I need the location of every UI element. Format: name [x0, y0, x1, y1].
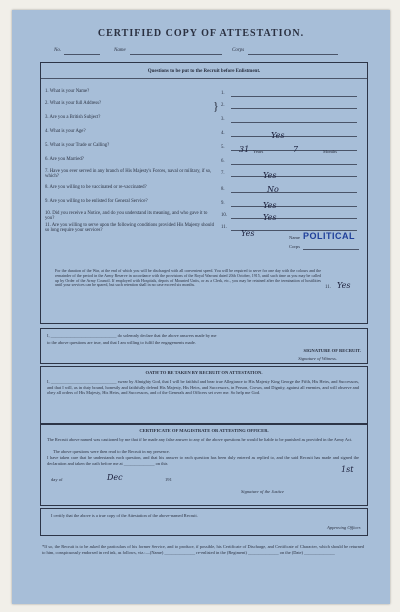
question-number: 10.	[45, 211, 51, 216]
question-text: What is your Name?	[49, 89, 90, 94]
political-stamp: POLITICAL	[303, 231, 355, 241]
answer-line-10	[231, 218, 357, 219]
answer-number-6: 6.	[221, 159, 225, 164]
question-text: Are you willing to be enlisted for General Service?	[49, 199, 148, 204]
certificate-month-handwritten: Dec	[107, 473, 123, 482]
certificate-box	[40, 424, 368, 506]
question-7	[45, 169, 217, 179]
answer-number-11: 11.	[221, 225, 227, 230]
answer-number-5: 5.	[221, 145, 225, 150]
corps-line	[248, 54, 338, 55]
question-5	[45, 143, 217, 148]
answer-number-10: 10.	[221, 213, 227, 218]
answer-british-subject: Yes	[271, 131, 285, 140]
answer-general-service: Yes	[263, 213, 277, 222]
question-text: What is your full Address?	[49, 101, 102, 106]
question-number: 1.	[45, 89, 49, 94]
certificate-day-handwritten: 1st	[341, 465, 354, 474]
question-number: 6.	[45, 157, 49, 162]
certificate-paragraph-1: The Recruit above named was cautioned by me that if he made any false answer to any of the above questions he would be liable to be punished as provided in the Army Act.	[47, 437, 353, 442]
question-number: 7.	[45, 169, 49, 174]
question-4	[45, 129, 217, 134]
question-text: What is your Trade or Calling?	[49, 143, 110, 148]
answer-line-8	[231, 192, 357, 193]
answer-age-months: 7	[293, 145, 299, 154]
answer-number-9: 9.	[221, 201, 225, 206]
question-number: 8.	[45, 185, 49, 190]
answer-line-9	[231, 206, 357, 207]
declaration-box	[40, 328, 368, 364]
question-number: 4.	[45, 129, 49, 134]
signature-justice-label: Signature of the Justice	[241, 489, 285, 494]
answer-number-2: 2.	[221, 103, 225, 108]
question-text: Are you willing to serve upon the following conditions provided His Majesty should so long require your services?	[45, 223, 215, 234]
certify-box	[40, 508, 368, 536]
questions-heading: Questions to be put to the Recruit before Enlistment.	[147, 69, 261, 74]
name-label: Name	[114, 48, 126, 53]
oath-text: I, ______________________________ swear by Almighty God, that I will be faithful and bear true Allegiance to His Majesty King George the Fifth, His Heirs, and Successors, and that I will, as in duty bound, honestly and faithfully defend His Majesty, His Heirs, and Successors, in Person, Crown, and Dignity, against all enemies, and will observe and obey all orders of His Majesty, His Heirs, and Successors, and of the Generals and Officers set over me. So help me God.	[47, 379, 359, 396]
certify-text: I certify that the above is a true copy of the Attestation of the above-named Recruit.	[51, 513, 198, 518]
day-of-label: day of	[51, 477, 63, 482]
answer-number-7: 7.	[221, 171, 225, 176]
approving-officer-label: Approving Officer.	[326, 525, 361, 530]
answer-notice: Yes	[241, 229, 255, 238]
signature-of-witness-label: Signature of Witness.	[298, 356, 337, 361]
stamp-name-label: Name	[289, 235, 300, 240]
answer-line-7	[231, 176, 357, 177]
footnote: *If so, the Recruit is to be asked the particulars of his former Service, and to produce, if possible, his Certificate of Discharge, and Certificate of Character, which should be returned to him, conspicuously endorsed in red ink, as follows, viz.:—(Name) ______________ re-enlisted in the (Regiment) ______________ on the (Date) ______________	[42, 544, 364, 555]
answer-age-years: 31	[239, 145, 250, 154]
answer-number-3: 3.	[221, 117, 225, 122]
question-number: 11.	[45, 223, 51, 228]
answer-line-4	[231, 136, 357, 137]
oath-box	[40, 366, 368, 424]
stamp-corps-label: Corps	[289, 244, 300, 249]
months-label: Months	[323, 149, 338, 154]
answer-line-6	[231, 164, 357, 165]
answer-number-4: 4.	[221, 131, 225, 136]
number-line	[64, 54, 100, 55]
question-number: 5.	[45, 143, 49, 148]
stamp-corps-line	[303, 249, 359, 250]
answer-number-1: 1.	[221, 91, 225, 96]
address-brace: }	[213, 99, 219, 113]
answer-vaccinated: Yes	[263, 201, 277, 210]
question-3	[45, 115, 217, 120]
certificate-heading: CERTIFICATE OF MAGISTRATE OR ATTESTING OFFICER.	[139, 428, 269, 433]
heading-rule	[41, 78, 367, 79]
certificate-paragraph-2: The above questions were then read to the Recruit in my presence.	[53, 449, 170, 454]
questions-box	[40, 62, 368, 324]
answer-previous-service: No	[267, 185, 279, 194]
years-label: Years	[253, 149, 264, 154]
number-label: No.	[54, 48, 62, 53]
certificate-paragraph-3: I have taken care that he understands each question, and that his answer to each question has been duly entered as replied to, and the said Recruit has made and signed the declaration and taken the oath before me at ______________ on this	[47, 455, 359, 466]
corps-label: Corps	[232, 48, 245, 53]
document-title: CERTIFIED COPY OF ATTESTATION.	[97, 28, 305, 39]
question-1	[45, 89, 217, 94]
question-6	[45, 157, 217, 162]
answer-number-11b: 11.	[325, 285, 331, 290]
year-label: 191	[165, 477, 172, 482]
q11-conditions-text: For the duration of the War, at the end of which you will be discharged with all convenient speed. You will be required to serve for one day with the colours and the remainder of the period in the Army Reserve in accordance with the provisions of the Royal Warrant dated 20th October, 1915, until such time as you may be called up by Order of the Army Council. If employed with Hospitals, depots of Mounted Units, or as a Clerk, etc., you may be retained after the termination of hostilities until your services can be spared, but such retention shall in no case exceed six months.	[55, 268, 321, 288]
question-9	[45, 199, 217, 204]
answer-line-2	[231, 108, 357, 109]
answer-married: Yes	[263, 171, 277, 180]
question-text: What is your Age?	[49, 129, 86, 134]
answer-number-8: 8.	[221, 187, 225, 192]
question-11	[45, 223, 217, 233]
declaration-line-1: I, ______________________________ do solemnly declare that the above answers made by me	[47, 333, 217, 338]
question-text: Did you receive a Notice, and do you understand its meaning, and who gave it to you?	[45, 211, 208, 222]
question-text: Are you Married?	[49, 157, 84, 162]
answer-line-3	[231, 122, 357, 123]
question-8	[45, 185, 217, 190]
oath-heading: OATH TO BE TAKEN BY RECRUIT ON ATTESTATION.	[145, 370, 263, 375]
question-number: 3.	[45, 115, 49, 120]
name-line	[130, 54, 222, 55]
answer-conditions: Yes	[337, 281, 351, 290]
signature-of-recruit-label: SIGNATURE OF RECRUIT.	[303, 348, 361, 353]
question-10	[45, 211, 217, 221]
question-number: 2.	[45, 101, 49, 106]
question-number: 9.	[45, 199, 49, 204]
question-text: Are you a British Subject?	[49, 115, 101, 120]
question-2	[45, 101, 217, 106]
question-text: Have you ever served in any branch of His Majesty's Forces, naval or military, if so, which?	[45, 169, 212, 180]
attestation-sheet	[12, 10, 390, 604]
declaration-line-2: to the above questions are true, and that I am willing to fulfil the engagements made.	[47, 340, 196, 345]
question-text: Are you willing to be vaccinated or re-vaccinated?	[49, 185, 147, 190]
answer-line-1	[231, 96, 357, 97]
